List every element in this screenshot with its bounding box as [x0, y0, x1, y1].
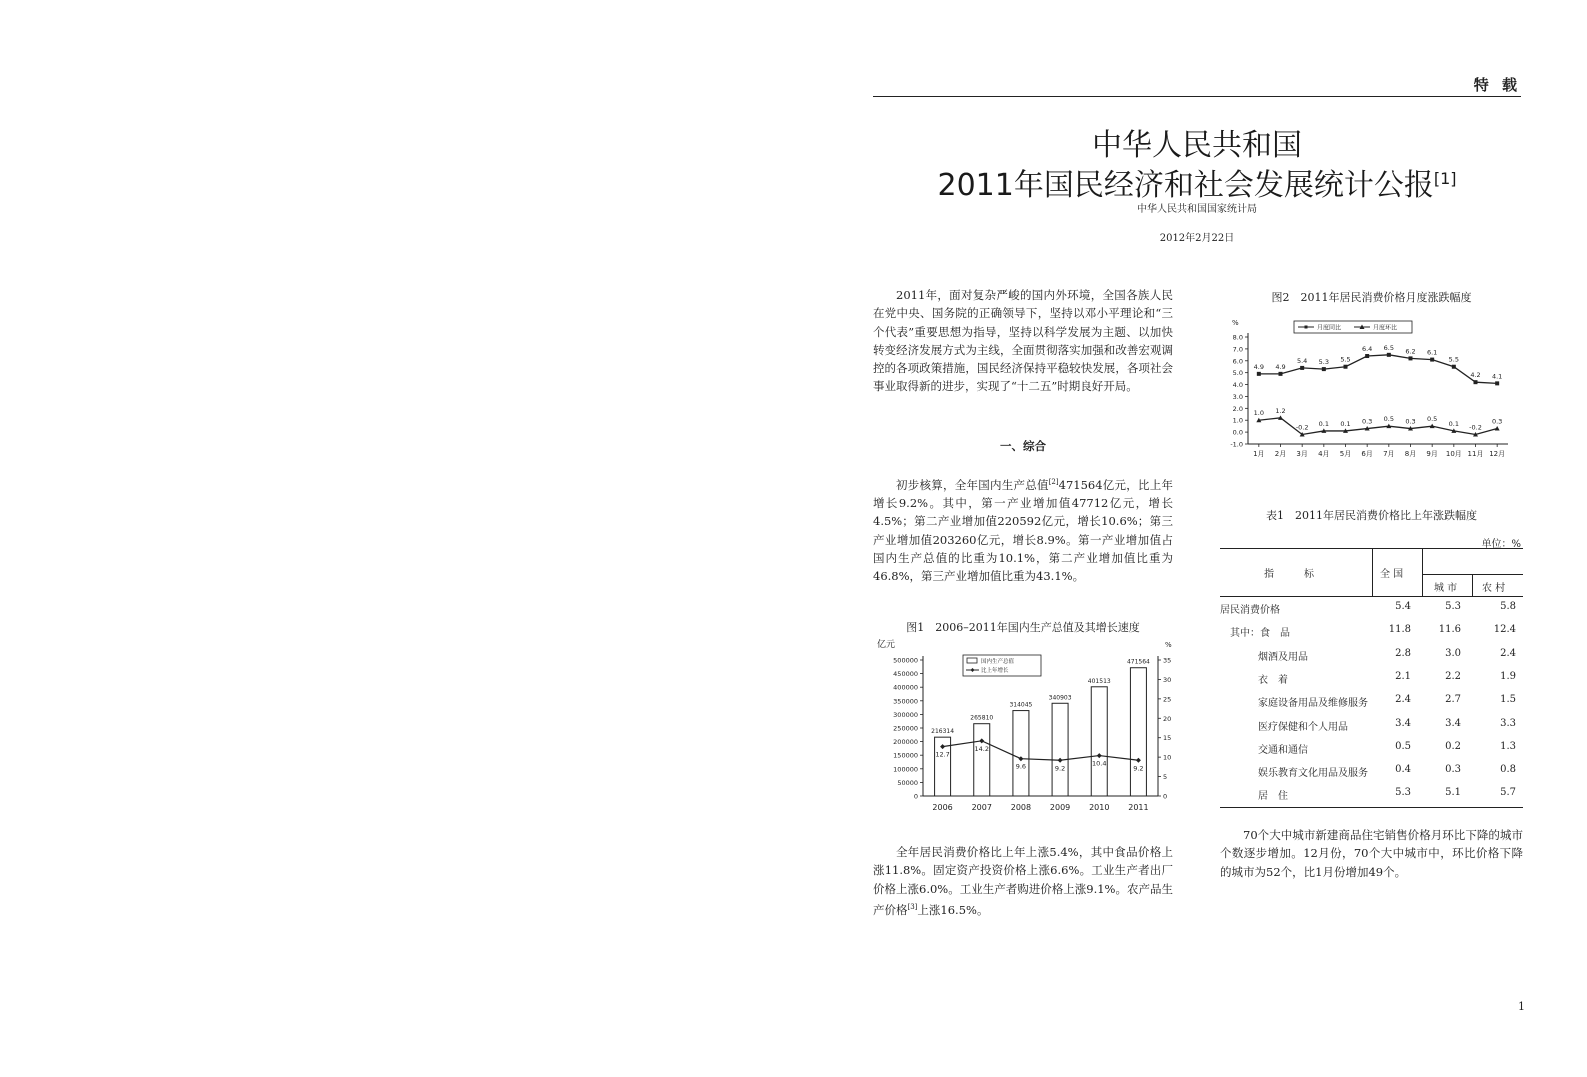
price-text-a: 全年居民消费价格比上年上涨5.4%，其中食品价格上涨11.8%。固定资产投资价格上涨6.6%。工业生产者出厂价格上涨6.0%。工业生产者购进价格上涨9.1%。农产品生产价格 — [873, 845, 1173, 917]
table-cell-label: 交通和通信 — [1258, 744, 1308, 756]
figure1-growth-line — [935, 738, 1143, 772]
table-cell-rural: 1.9 — [1500, 670, 1516, 682]
gdp-text-a: 初步核算，全年国内生产总值 — [896, 477, 1049, 492]
header-rule — [873, 96, 1521, 97]
figure2-yoy-label: 5.5 — [1448, 355, 1460, 364]
table-cell-city: 0.2 — [1445, 740, 1461, 752]
figure1-left-tick-label: 0 — [913, 792, 918, 801]
table-cell-city: 11.6 — [1438, 624, 1461, 636]
figure1-x-tick-label: 2006 — [932, 803, 953, 812]
section-heading-overview: 一、综合 — [1000, 439, 1046, 453]
table-cell-national: 2.8 — [1395, 647, 1411, 659]
figure2-caption: 图2 2011年居民消费价格月度涨跌幅度 — [1271, 291, 1472, 304]
figure2-yoy-point — [1474, 380, 1478, 384]
figure2-x-tick-label: 12月 — [1489, 450, 1506, 458]
figure1-bar — [1013, 711, 1029, 796]
figure2-yoy-point — [1430, 358, 1434, 362]
table-cell-rural: 2.4 — [1500, 647, 1516, 659]
figure1-left-tick-label: 250000 — [893, 724, 918, 733]
figure1-legend-bar-label: 国内生产总值 — [981, 659, 1015, 665]
table-cell-national: 5.3 — [1395, 787, 1411, 799]
table-cell-city: 3.4 — [1445, 717, 1461, 729]
date: 2012年2月22日 — [1159, 233, 1235, 244]
figure1-growth-polyline — [943, 741, 1139, 760]
table-cell-label: 娱乐教育文化用品及服务 — [1258, 768, 1368, 780]
figure1-bar-label: 340903 — [1048, 694, 1072, 702]
figure1-left-tick-label: 50000 — [897, 778, 918, 787]
figure2-yoy-label: 4.9 — [1275, 362, 1286, 371]
gdp-paragraph — [873, 473, 1173, 586]
figure2-y-tick-label: 5.0 — [1232, 369, 1243, 378]
gdp-footnote[interactable]: [2] — [1048, 478, 1059, 486]
figure2-yoy-point — [1257, 372, 1261, 376]
figure1-chart — [873, 638, 1173, 813]
table1-unit: 单位：% — [1481, 539, 1521, 550]
figure2-y-tick-label: 0.0 — [1232, 428, 1243, 437]
table-cell-national: 3.4 — [1395, 717, 1411, 729]
figure1-left-unit: 亿元 — [877, 640, 896, 650]
figure1-x-tick-label: 2007 — [971, 803, 992, 812]
table-cell-national: 0.5 — [1395, 740, 1411, 752]
figure2-yoy-label: 6.1 — [1426, 348, 1438, 357]
figure2-x-tick-label: 7月 — [1383, 450, 1395, 458]
figure2-y-tick-label: 8.0 — [1232, 333, 1243, 342]
figure2-y-tick-label: 2.0 — [1232, 404, 1243, 413]
figure1-right-tick-label: 10 — [1163, 753, 1172, 762]
figure2-chart — [1220, 318, 1523, 468]
figure1-growth-label: 9.2 — [1133, 764, 1144, 773]
figure1-right-tick-label: 15 — [1163, 734, 1172, 743]
figure2-x-tick-label: 1月 — [1253, 450, 1265, 458]
author: 中华人民共和国国家统计局 — [1137, 204, 1257, 215]
figure2-mom-line — [1259, 418, 1497, 435]
page-number: 1 — [1518, 1000, 1525, 1013]
table-cell-label: 家庭设备用品及维修服务 — [1258, 698, 1368, 710]
figure1-x-tick-label: 2010 — [1089, 803, 1110, 812]
table-cell-label: 居 住 — [1258, 791, 1288, 803]
figure2-yoy-point — [1300, 366, 1304, 370]
figure2-legend-yoy-label: 月度同比 — [1317, 324, 1342, 332]
figure2-yoy-line — [1259, 355, 1497, 384]
figure1-legend — [963, 655, 1041, 676]
table-cell-label: 其中：食 品 — [1230, 628, 1290, 640]
table-cell-rural: 0.8 — [1500, 764, 1516, 776]
table1-header-city: 城 市 — [1434, 583, 1458, 594]
figure1-bars — [931, 659, 1150, 796]
table-cell-city: 2.2 — [1445, 670, 1461, 682]
table-cell-city: 2.7 — [1445, 694, 1461, 706]
figure1-bar — [1091, 687, 1107, 796]
figure2-yoy-point — [1387, 353, 1391, 357]
table1-body — [1220, 596, 1523, 806]
figure2-y-tick-label: 7.0 — [1232, 345, 1243, 354]
figure2-x-tick-label: 6月 — [1361, 450, 1373, 458]
table-cell-label: 衣 着 — [1258, 674, 1288, 686]
title-footnote[interactable]: [1] — [1433, 169, 1457, 188]
table1-vline-2 — [1422, 548, 1423, 596]
table-row — [1220, 689, 1523, 712]
figure1-bar-label: 216314 — [931, 728, 955, 736]
table1-header-national: 全 国 — [1380, 569, 1404, 580]
figure1-bar-label: 401513 — [1087, 677, 1111, 685]
figure2-x-tick-label: 8月 — [1404, 450, 1417, 458]
figure1-legend-bar-swatch — [967, 658, 977, 663]
figure1-bar — [1052, 703, 1068, 796]
figure1-right-tick-label: 0 — [1163, 792, 1168, 801]
figure1-right-tick-label: 30 — [1163, 675, 1172, 684]
figure1-left-tick-label: 400000 — [893, 683, 918, 692]
figure2-yoy-point — [1365, 354, 1369, 358]
figure2-y-tick-label: -1.0 — [1230, 440, 1243, 449]
table1-caption: 表1 2011年居民消费价格比上年涨跌幅度 — [1266, 509, 1477, 522]
table-cell-city: 5.1 — [1445, 787, 1461, 799]
figure2-mom-label: 0.3 — [1361, 417, 1373, 426]
figure2-mom-label: 0.3 — [1405, 417, 1416, 426]
figure2-legend — [1294, 321, 1412, 333]
price-footnote[interactable]: [3] — [907, 902, 918, 911]
title-line-1: 中华人民共和国 — [1092, 128, 1302, 163]
table-cell-city: 3.0 — [1445, 647, 1461, 659]
table-row — [1220, 713, 1523, 736]
figure2-yoy-point — [1322, 367, 1326, 371]
table-row — [1220, 782, 1523, 805]
figure2-mom-label: -0.2 — [1295, 423, 1309, 432]
figure2-mom-label: 1.0 — [1253, 409, 1265, 418]
figure2-mom-point — [1495, 426, 1500, 431]
table-cell-city: 0.3 — [1445, 764, 1461, 776]
figure1-caption: 图1 2006–2011年国内生产总值及其增长速度 — [906, 621, 1140, 634]
housing-paragraph: 70个大中城市新建商品住宅销售价格月环比下降的城市个数逐步增加。12月份，70个大中城市中，环比价格下降的城市为52个，比1月份增加49个。 — [1220, 828, 1523, 879]
figure2-x-tick-label: 4月 — [1318, 450, 1330, 458]
figure1-growth-label: 14.2 — [974, 744, 989, 753]
figure1-left-tick-label: 500000 — [893, 656, 918, 665]
figure1-growth-label: 12.7 — [935, 750, 950, 759]
table1-vline-1 — [1372, 548, 1373, 596]
figure2-yoy-label: 4.2 — [1470, 371, 1481, 380]
figure2-yoy-point — [1495, 381, 1499, 385]
figure1-left-tick-label: 350000 — [893, 697, 918, 706]
figure2-yoy-point — [1344, 365, 1348, 369]
table1-sub-rule — [1422, 574, 1523, 575]
figure2-legend-mom-label: 月度环比 — [1373, 324, 1398, 332]
table-cell-rural: 5.8 — [1500, 601, 1516, 612]
figure1-x-tick-label: 2011 — [1128, 803, 1149, 812]
figure2-x-tick-label: 10月 — [1445, 450, 1462, 458]
figure2-y-tick-label: 3.0 — [1232, 392, 1243, 401]
figure2-axes — [1230, 319, 1508, 458]
figure1-x-tick-label: 2008 — [1010, 803, 1032, 812]
figure1-left-tick-label: 200000 — [893, 738, 918, 747]
intro-paragraph: 2011年，面对复杂严峻的国内外环境，全国各族人民在党中央、国务院的正确领导下，坚持以邓小平理论和“三个代表”重要思想为指导，坚持以科学发展为主题、以加快转变经济发展方式为主线，全面贯彻落实加强和改善宏观调控的各项政策措施，国民经济保持平稳较快发展，各项社会事业取得新的进步，实现了“十二五”时期良好开局。 — [873, 288, 1173, 394]
table-cell-label: 医疗保健和个人用品 — [1258, 721, 1348, 733]
figure1-left-tick-label: 150000 — [893, 751, 918, 760]
figure1-growth-label: 9.2 — [1054, 764, 1066, 773]
figure2-mom-label: 0.1 — [1340, 419, 1351, 428]
table-row — [1220, 643, 1523, 666]
figure2-y-tick-label: 1.0 — [1232, 416, 1243, 425]
table1-vline-3 — [1472, 574, 1473, 596]
figure2-yoy-label: 4.1 — [1491, 372, 1503, 381]
table1-header-rural: 农 村 — [1482, 583, 1506, 594]
figure2-x-tick-label: 2月 — [1274, 450, 1287, 458]
figure2-x-tick-label: 9月 — [1426, 450, 1438, 458]
table-cell-rural: 1.5 — [1500, 694, 1516, 706]
table-cell-label: 烟酒及用品 — [1258, 651, 1308, 663]
figure1-right-tick-label: 20 — [1163, 714, 1172, 723]
figure2-y-tick-label: 4.0 — [1232, 381, 1243, 390]
table-cell-city: 5.3 — [1445, 601, 1461, 612]
table-cell-national: 11.8 — [1388, 624, 1411, 636]
table-row — [1220, 619, 1523, 642]
figure2-mom-label: 0.3 — [1491, 417, 1503, 426]
figure2-x-tick-label: 11月 — [1467, 450, 1484, 458]
figure2-x-tick-label: 5月 — [1339, 450, 1352, 458]
table-row — [1220, 736, 1523, 759]
table1 — [1220, 548, 1523, 811]
figure1-x-tick-label: 2009 — [1049, 803, 1071, 812]
figure1-left-tick-label: 300000 — [893, 710, 918, 719]
figure1-bar — [974, 724, 990, 796]
figure1-right-tick-label: 25 — [1163, 695, 1172, 704]
price-paragraph — [873, 843, 1173, 919]
figure2-y-tick-label: 6.0 — [1232, 357, 1243, 366]
table-row — [1220, 759, 1523, 782]
figure1-growth-label: 9.6 — [1015, 762, 1027, 771]
table-cell-national: 5.4 — [1395, 601, 1411, 612]
figure1-bar — [1130, 668, 1146, 796]
table-cell-rural: 5.7 — [1500, 787, 1516, 799]
gdp-text-b: 471564亿元，比上年增长9.2%。其中，第一产业增加值47712亿元，增长4.5%；第二产业增加值220592亿元，增长10.6%；第三产业增加值203260亿元，增长8.9%。第一产业增加值占国内生产总值的比重为10.1%，第二产业增加值比重为46.8%，第三产业增加值比重为43.1%。 — [873, 477, 1173, 584]
title-line-2-text: 2011年国民经济和社会发展统计公报 — [937, 168, 1434, 203]
title-line-2 — [873, 160, 1521, 204]
figure1-right-tick-label: 5 — [1163, 773, 1168, 782]
figure2-legend-yoy-marker — [1305, 326, 1308, 329]
figure1-right-unit: % — [1165, 641, 1172, 649]
table-cell-rural: 12.4 — [1493, 624, 1516, 636]
table-cell-national: 0.4 — [1395, 764, 1411, 776]
figure2-yoy-point — [1279, 372, 1283, 376]
table-cell-label: 居民消费价格 — [1220, 605, 1280, 616]
figure2-x-tick-label: 3月 — [1296, 450, 1308, 458]
figure1-bar-label: 471564 — [1126, 658, 1150, 666]
figure1-left-tick-label: 100000 — [893, 765, 918, 774]
figure1-growth-label: 10.4 — [1092, 759, 1107, 768]
figure2-yoy-label: 5.3 — [1318, 358, 1330, 367]
table-cell-rural: 1.3 — [1500, 740, 1516, 752]
figure1-right-tick-label: 35 — [1163, 656, 1172, 665]
table-row — [1220, 596, 1523, 619]
figure2-mom-label: 0.1 — [1318, 419, 1330, 428]
figure2-mom-label: 0.5 — [1383, 415, 1395, 424]
table-cell-national: 2.1 — [1395, 670, 1411, 682]
figure2-yoy-label: 6.5 — [1383, 343, 1395, 352]
table-row — [1220, 666, 1523, 689]
figure2-lines — [1254, 344, 1503, 437]
figure2-yoy-label: 5.4 — [1296, 356, 1308, 365]
figure2-yoy-label: 6.4 — [1361, 345, 1373, 354]
figure2-yoy-point — [1409, 356, 1413, 360]
figure2-yoy-point — [1452, 365, 1456, 369]
figure2-yoy-label: 6.2 — [1405, 347, 1416, 356]
figure1-bar-label: 265810 — [970, 714, 994, 722]
figure2-mom-label: 0.1 — [1448, 419, 1460, 428]
figure2-mom-label: -0.2 — [1469, 423, 1482, 432]
table1-bottom-rule — [1220, 807, 1523, 808]
figure2-yoy-label: 4.9 — [1253, 362, 1265, 371]
figure2-y-unit: % — [1232, 319, 1239, 327]
section-tag: 特 载 — [1473, 76, 1521, 94]
figure2-mom-label: 1.2 — [1275, 406, 1286, 415]
table-cell-national: 2.4 — [1395, 694, 1411, 706]
figure1-bar-label: 314045 — [1009, 701, 1033, 709]
figure2-mom-label: 0.5 — [1426, 415, 1438, 424]
figure1-left-tick-label: 450000 — [893, 670, 918, 679]
figure1-legend-line-label: 比上年增长 — [981, 668, 1009, 674]
table1-header-indicator: 指 标 — [1264, 569, 1314, 580]
price-text-b: 上涨16.5%。 — [917, 902, 989, 917]
table-cell-rural: 3.3 — [1500, 717, 1516, 729]
figure2-yoy-label: 5.5 — [1340, 355, 1351, 364]
